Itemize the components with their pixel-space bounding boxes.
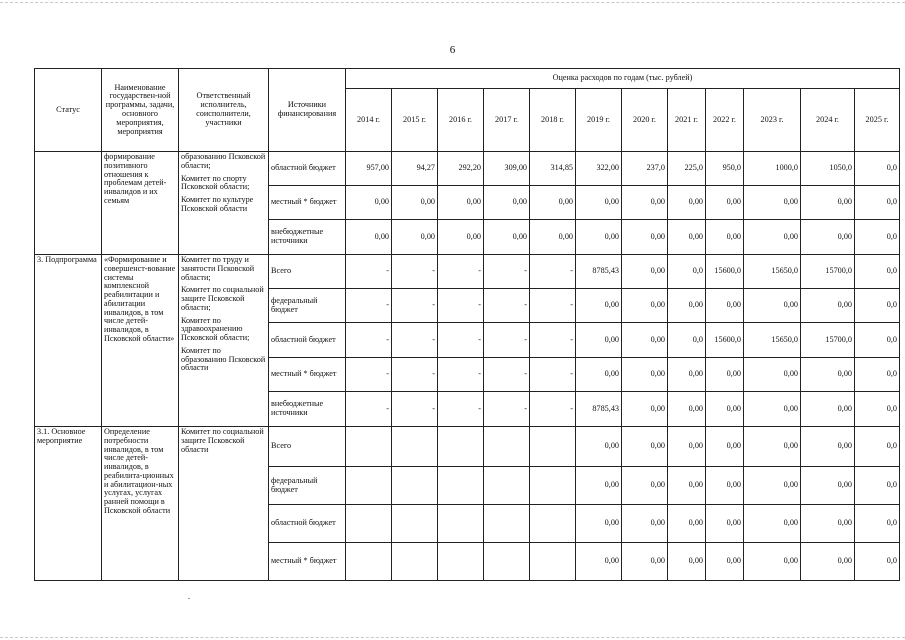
value-cell: 0,00 <box>622 392 668 427</box>
value-cell: 0,00 <box>438 186 484 220</box>
value-cell: 0,00 <box>576 220 622 255</box>
value-cell: 0,00 <box>530 186 576 220</box>
executor-cell <box>179 427 269 581</box>
value-cell: 0,00 <box>801 220 855 255</box>
value-cell: 309,00 <box>484 152 530 186</box>
header-name: Наименование государствен-ной программы, задачи, основного мероприятия, мероприятия <box>102 69 179 152</box>
value-cell: 0,00 <box>622 467 668 505</box>
value-cell: - <box>346 392 392 427</box>
value-cell: 0,00 <box>668 220 706 255</box>
value-cell: 0,00 <box>744 467 801 505</box>
name-cell: «Формирование и совершенст-вование системы комплексной реабилитации и абилитации инвалидов, в том числе детей-инвалидов, в Псковской области» <box>102 255 179 427</box>
value-cell: 0,00 <box>668 358 706 392</box>
value-cell: 0,00 <box>622 255 668 289</box>
value-cell <box>346 543 392 581</box>
value-cell: 0,0 <box>668 323 706 358</box>
executor-entry: Комитет по здравоохранению Псковской области; <box>181 315 250 343</box>
value-cell <box>392 427 438 467</box>
value-cell: 0,00 <box>801 505 855 543</box>
value-cell <box>484 467 530 505</box>
value-cell: 0,00 <box>576 543 622 581</box>
source-cell: местный * бюджет <box>269 186 346 220</box>
value-cell: 1050,0 <box>801 152 855 186</box>
header-year: 2014 г. <box>346 89 392 152</box>
value-cell: - <box>484 289 530 323</box>
value-cell: 0,00 <box>622 323 668 358</box>
value-cell: 0,00 <box>706 543 744 581</box>
value-cell: 0,00 <box>744 427 801 467</box>
value-cell: 950,0 <box>706 152 744 186</box>
value-cell: 0,00 <box>438 220 484 255</box>
value-cell: - <box>346 323 392 358</box>
status-cell <box>35 152 102 255</box>
table-row <box>35 255 900 289</box>
value-cell: 0,00 <box>744 186 801 220</box>
value-cell <box>484 427 530 467</box>
value-cell: 237,0 <box>622 152 668 186</box>
value-cell: 0,00 <box>530 220 576 255</box>
value-cell: - <box>438 392 484 427</box>
value-cell: - <box>530 289 576 323</box>
source-cell: местный * бюджет <box>269 358 346 392</box>
header-year: 2025 г. <box>855 89 900 152</box>
value-cell: 0,00 <box>668 392 706 427</box>
executor-cell <box>179 152 269 255</box>
value-cell: - <box>392 358 438 392</box>
value-cell: - <box>530 323 576 358</box>
value-cell: - <box>392 289 438 323</box>
executor-entry: Комитет по социальной защите Псковской области <box>181 427 264 454</box>
value-cell <box>530 543 576 581</box>
value-cell: - <box>530 358 576 392</box>
value-cell <box>438 467 484 505</box>
value-cell: 0,00 <box>668 186 706 220</box>
value-cell: 0,0 <box>855 358 900 392</box>
value-cell: 0,00 <box>668 427 706 467</box>
status-cell: 3.1. Основное мероприятие <box>35 427 102 581</box>
header-year: 2021 г. <box>668 89 706 152</box>
value-cell: 0,00 <box>668 289 706 323</box>
value-cell: 0,00 <box>744 392 801 427</box>
value-cell: 0,00 <box>801 358 855 392</box>
table-row <box>35 427 900 467</box>
executor-entry: Комитет по образованию Псковской области <box>181 345 266 373</box>
value-cell: 0,00 <box>622 543 668 581</box>
value-cell: 0,00 <box>706 505 744 543</box>
value-cell: 0,00 <box>346 220 392 255</box>
value-cell <box>438 505 484 543</box>
value-cell: 0,00 <box>576 323 622 358</box>
executor-entry: Комитет по спорту Псковской области; <box>181 173 250 192</box>
value-cell <box>392 543 438 581</box>
value-cell: 94,27 <box>392 152 438 186</box>
value-cell: - <box>438 358 484 392</box>
value-cell: 15650,0 <box>744 323 801 358</box>
value-cell: 0,0 <box>855 186 900 220</box>
value-cell: 0,00 <box>576 186 622 220</box>
name-cell: Определение потребности инвалидов, в том числе детей-инвалидов, в реабилита-ционных и абилитацион-ных услугах, услугах ранней помощи в Псковской области <box>102 427 179 581</box>
scan-edge-bottom <box>0 637 905 638</box>
value-cell: 0,00 <box>706 358 744 392</box>
source-cell: федеральный бюджет <box>269 289 346 323</box>
value-cell <box>530 467 576 505</box>
value-cell: 0,00 <box>706 392 744 427</box>
value-cell: - <box>530 392 576 427</box>
value-cell: 0,00 <box>576 467 622 505</box>
value-cell <box>438 427 484 467</box>
value-cell: 0,00 <box>484 220 530 255</box>
value-cell: 0,0 <box>855 505 900 543</box>
value-cell: 15600,0 <box>706 323 744 358</box>
value-cell: - <box>392 392 438 427</box>
value-cell: 0,00 <box>744 289 801 323</box>
executor-entry: Комитет по труду и занятости Псковской области; <box>181 255 255 282</box>
source-cell: Всего <box>269 255 346 289</box>
status-cell: 3. Подпрограмма <box>35 255 102 427</box>
source-cell: внебюджетные источники <box>269 220 346 255</box>
value-cell: 314,85 <box>530 152 576 186</box>
table-body <box>35 152 900 581</box>
value-cell: 0,0 <box>855 220 900 255</box>
value-cell: 0,00 <box>346 186 392 220</box>
value-cell: 0,00 <box>622 220 668 255</box>
value-cell: - <box>346 358 392 392</box>
value-cell: 0,0 <box>855 323 900 358</box>
name-cell: формирование позитивного отношения к проблемам детей-инвалидов и их семьям <box>102 152 179 255</box>
value-cell: 0,00 <box>801 392 855 427</box>
source-cell: областной бюджет <box>269 323 346 358</box>
scan-speck <box>188 598 190 599</box>
value-cell: 0,00 <box>576 358 622 392</box>
value-cell: 957,00 <box>346 152 392 186</box>
budget-table <box>34 68 900 581</box>
value-cell: 0,0 <box>668 255 706 289</box>
value-cell <box>530 505 576 543</box>
value-cell <box>438 543 484 581</box>
value-cell <box>346 427 392 467</box>
value-cell: 0,00 <box>392 220 438 255</box>
value-cell: 0,00 <box>576 289 622 323</box>
value-cell: - <box>530 255 576 289</box>
header-year: 2020 г. <box>622 89 668 152</box>
value-cell <box>392 467 438 505</box>
value-cell: 1000,0 <box>744 152 801 186</box>
value-cell: 0,0 <box>855 255 900 289</box>
value-cell: 0,00 <box>744 220 801 255</box>
value-cell: 0,0 <box>855 467 900 505</box>
executor-entry: образованию Псковской области; <box>181 152 266 170</box>
value-cell <box>484 543 530 581</box>
source-cell: внебюджетные источники <box>269 392 346 427</box>
value-cell <box>346 467 392 505</box>
value-cell: - <box>392 255 438 289</box>
source-cell: Всего <box>269 427 346 467</box>
executor-entry: Комитет по культуре Псковской области <box>181 195 254 213</box>
value-cell: - <box>484 323 530 358</box>
header-executor: Ответственный исполнитель, соисполнители, участники <box>179 69 269 152</box>
value-cell: 0,00 <box>668 543 706 581</box>
value-cell: 0,00 <box>706 427 744 467</box>
value-cell: 0,00 <box>668 467 706 505</box>
value-cell: 322,00 <box>576 152 622 186</box>
value-cell: 0,00 <box>801 467 855 505</box>
value-cell: 0,00 <box>622 289 668 323</box>
value-cell: 0,00 <box>801 543 855 581</box>
header-source: Источники финансирования <box>269 69 346 152</box>
header-year: 2015 г. <box>392 89 438 152</box>
value-cell: 0,00 <box>392 186 438 220</box>
value-cell: - <box>346 255 392 289</box>
executor-cell <box>179 255 269 427</box>
table-row <box>35 152 900 186</box>
value-cell: 0,00 <box>622 427 668 467</box>
value-cell: 0,00 <box>622 358 668 392</box>
value-cell: 0,00 <box>484 186 530 220</box>
value-cell: 0,0 <box>855 543 900 581</box>
value-cell: 0,0 <box>855 392 900 427</box>
value-cell: - <box>392 323 438 358</box>
header-year: 2019 г. <box>576 89 622 152</box>
value-cell: - <box>438 289 484 323</box>
header-status: Статус <box>35 69 102 152</box>
value-cell: 15600,0 <box>706 255 744 289</box>
executor-entry: Комитет по социальной защите Псковской области; <box>181 285 264 312</box>
value-cell: 0,0 <box>855 427 900 467</box>
value-cell: 8785,43 <box>576 392 622 427</box>
value-cell <box>346 505 392 543</box>
value-cell: 292,20 <box>438 152 484 186</box>
value-cell: 0,0 <box>855 289 900 323</box>
header-year: 2017 г. <box>484 89 530 152</box>
header-year: 2022 г. <box>706 89 744 152</box>
value-cell: 0,00 <box>668 505 706 543</box>
value-cell: 225,0 <box>668 152 706 186</box>
value-cell: - <box>484 255 530 289</box>
source-cell: федеральный бюджет <box>269 467 346 505</box>
value-cell: 0,00 <box>706 289 744 323</box>
value-cell: 8785,43 <box>576 255 622 289</box>
value-cell: 0,0 <box>855 152 900 186</box>
value-cell: 0,00 <box>706 467 744 505</box>
page-number: 6 <box>449 44 456 56</box>
value-cell: - <box>484 392 530 427</box>
value-cell: 0,00 <box>706 186 744 220</box>
value-cell: - <box>438 323 484 358</box>
source-cell: областной бюджет <box>269 152 346 186</box>
source-cell: областной бюджет <box>269 505 346 543</box>
value-cell: - <box>346 289 392 323</box>
value-cell: 0,00 <box>744 358 801 392</box>
value-cell: 0,00 <box>622 186 668 220</box>
value-cell: - <box>484 358 530 392</box>
value-cell: 0,00 <box>801 427 855 467</box>
value-cell: 0,00 <box>576 427 622 467</box>
value-cell: 15700,0 <box>801 323 855 358</box>
header-estimate: Оценка расходов по годам (тыс. рублей) <box>346 69 900 89</box>
value-cell: - <box>438 255 484 289</box>
source-cell: местный * бюджет <box>269 543 346 581</box>
scan-edge-top <box>0 2 905 3</box>
value-cell <box>392 505 438 543</box>
value-cell: 0,00 <box>744 505 801 543</box>
header-year: 2024 г. <box>801 89 855 152</box>
value-cell <box>484 505 530 543</box>
value-cell: 0,00 <box>706 220 744 255</box>
header-year: 2018 г. <box>530 89 576 152</box>
value-cell: 15650,0 <box>744 255 801 289</box>
value-cell: 0,00 <box>801 186 855 220</box>
value-cell: 0,00 <box>576 505 622 543</box>
value-cell: 0,00 <box>801 289 855 323</box>
value-cell: 0,00 <box>744 543 801 581</box>
header-year: 2016 г. <box>438 89 484 152</box>
value-cell: 0,00 <box>622 505 668 543</box>
value-cell: 15700,0 <box>801 255 855 289</box>
header-year: 2023 г. <box>744 89 801 152</box>
value-cell <box>530 427 576 467</box>
